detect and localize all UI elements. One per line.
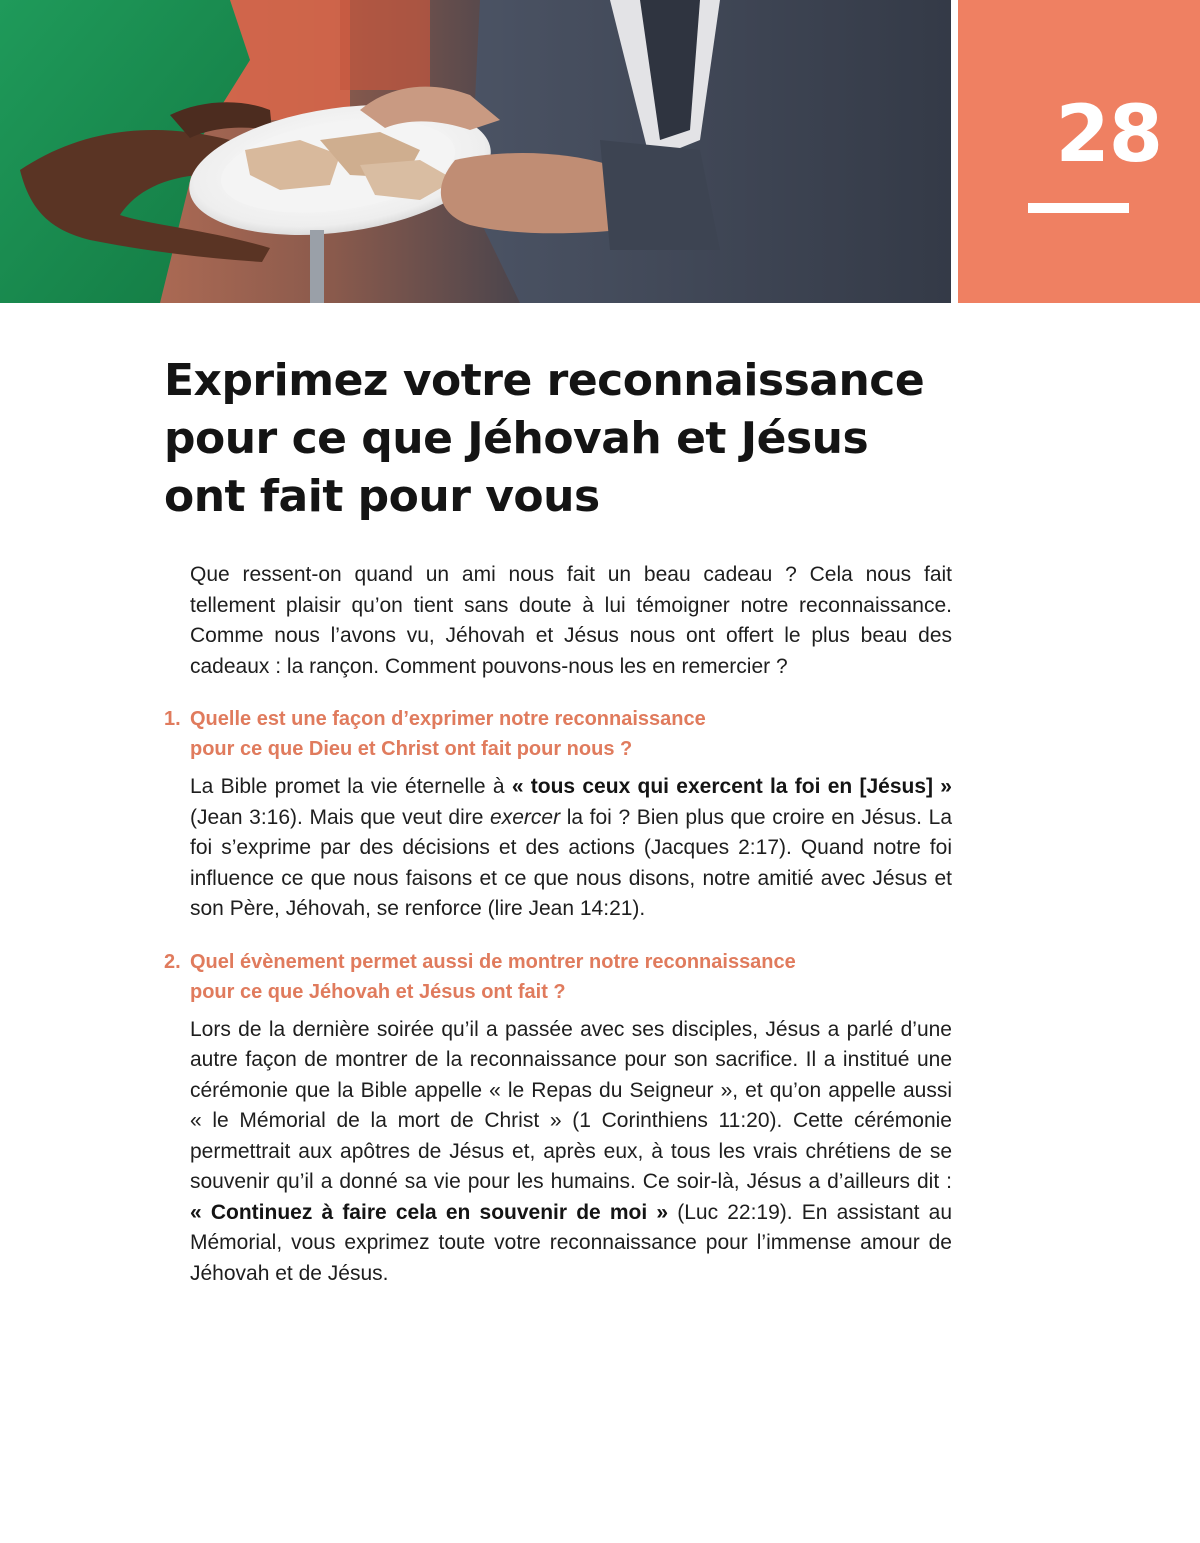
question-2 xyxy=(164,947,952,1007)
answer-1-scripture-quote: « tous ceux qui exercent la foi en [Jésus] » xyxy=(511,775,952,798)
question-1-line-2: pour ce que Dieu et Christ ont fait pour nous ? xyxy=(190,738,633,760)
page-title xyxy=(164,352,964,526)
lesson-number: 28 xyxy=(1055,90,1162,180)
lesson-number-tab xyxy=(958,0,1200,303)
question-2-number: 2. xyxy=(164,950,181,973)
question-2-text xyxy=(190,947,952,1007)
title-line-2: pour ce que Jéhovah et Jésus xyxy=(164,413,869,464)
question-1-number: 1. xyxy=(164,708,181,730)
answer-2-paragraph xyxy=(190,1015,952,1290)
lesson-number-underline xyxy=(1028,203,1129,213)
question-2-line-1: Quel évènement permet aussi de montrer notre reconnaissance xyxy=(190,950,796,973)
answer-1-emphasis: exercer xyxy=(490,805,561,829)
answer-1-text-b: (Jean 3:16). Mais que veut dire xyxy=(190,805,491,829)
answer-1-paragraph xyxy=(190,772,952,925)
answer-1-text-c: la foi ? Bien plus que croire en Jésus. La foi s’exprime par des décisions et des actions (Jacques 2:17). Quand notre foi influence ce que nous faisons et ce que nous disons, notre amitié avec Jésus et son Père, Jéhovah, se renforce (lire Jean 14:21). xyxy=(190,805,952,920)
question-1 xyxy=(164,704,952,764)
title-line-1: Exprimez votre reconnaissance xyxy=(164,355,925,406)
question-1-text xyxy=(190,704,952,764)
title-line-3: ont fait pour vous xyxy=(164,471,600,522)
question-2-line-2: pour ce que Jéhovah et Jésus ont fait ? xyxy=(190,980,566,1003)
answer-2-scripture-quote: « Continuez à faire cela en souvenir de moi » xyxy=(190,1200,669,1224)
intro-paragraph: Que ressent-on quand un ami nous fait un beau cadeau ? Cela nous fait tellement plaisir qu’on tient sans doute à lui témoigner notre reconnaissance. Comme nous l’avons vu, Jéhovah et Jésus nous ont offert le plus beau des cadeaux : la rançon. Comment pouvons-nous les en remercier ? xyxy=(190,563,952,678)
answer-2-text-b: (Luc 22:19). En assistant au Mémorial, vous exprimez toute votre reconnaissance pour l’immense amour de Jéhovah et de Jésus. xyxy=(190,1200,953,1285)
answer-2-text-a: Lors de la dernière soirée qu’il a passée avec ses disciples, Jésus a parlé d’une autre façon de montrer de la reconnaissance pour son sacrifice. Il a institué une cérémonie que la Bible appelle « le Repas du Seigneur », et qu’on appelle aussi « le Mémorial de la mort de Christ » (1 Corinthiens 11:20). Cette cérémonie permettrait aux apôtres de Jésus et, après eux, à tous les vrais chrétiens de se souvenir qu’il a donné sa vie pour les humains. Ce soir-là, Jésus a d’ailleurs dit : xyxy=(190,1017,952,1193)
answer-1-text-a: La Bible promet la vie éternelle à xyxy=(190,775,512,798)
question-1-line-1: Quelle est une façon d’exprimer notre reconnaissance xyxy=(190,708,706,730)
lesson-content xyxy=(164,560,952,1289)
header-photo xyxy=(0,0,951,303)
